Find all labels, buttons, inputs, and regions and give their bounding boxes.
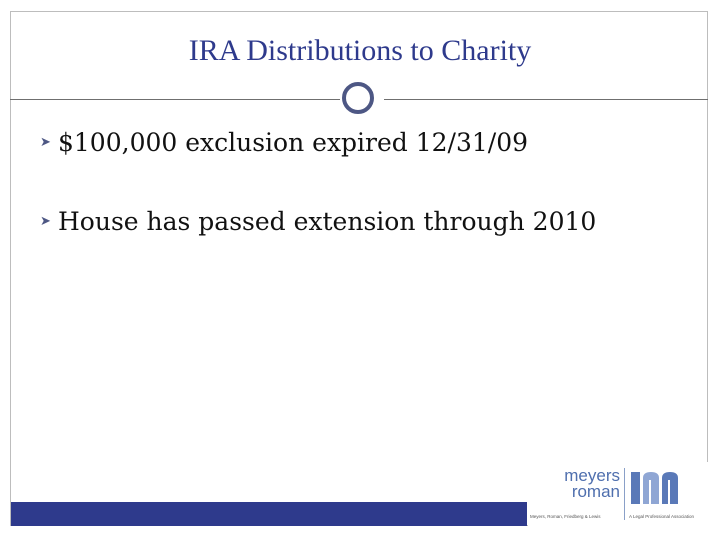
title-divider-right (384, 99, 708, 100)
bullet-text: $100,000 exclusion expired 12/31/09 (58, 128, 529, 157)
logo-line1: meyers (564, 466, 620, 485)
bullet-list (40, 124, 596, 282)
bullet-item (40, 203, 596, 282)
bullet-text: House has passed extension through 2010 (58, 207, 597, 236)
footer-bar (11, 502, 527, 526)
logo-wordmark (548, 468, 620, 500)
arrow-bullet-icon: ➤ (40, 214, 51, 229)
logo-tagline-left: Meyers, Roman, Friedberg & Lewis (530, 514, 601, 519)
slide-title: IRA Distributions to Charity (188, 34, 532, 67)
mr-monogram-icon (629, 466, 689, 508)
logo-tagline-right: A Legal Professional Association (629, 514, 695, 519)
logo-line2: roman (571, 482, 620, 501)
company-logo (528, 462, 708, 526)
bullet-item (40, 124, 596, 203)
title-divider-left (10, 99, 340, 100)
arrow-bullet-icon: ➤ (40, 135, 51, 150)
circle-ornament-icon (342, 82, 374, 114)
logo-separator (624, 468, 625, 520)
